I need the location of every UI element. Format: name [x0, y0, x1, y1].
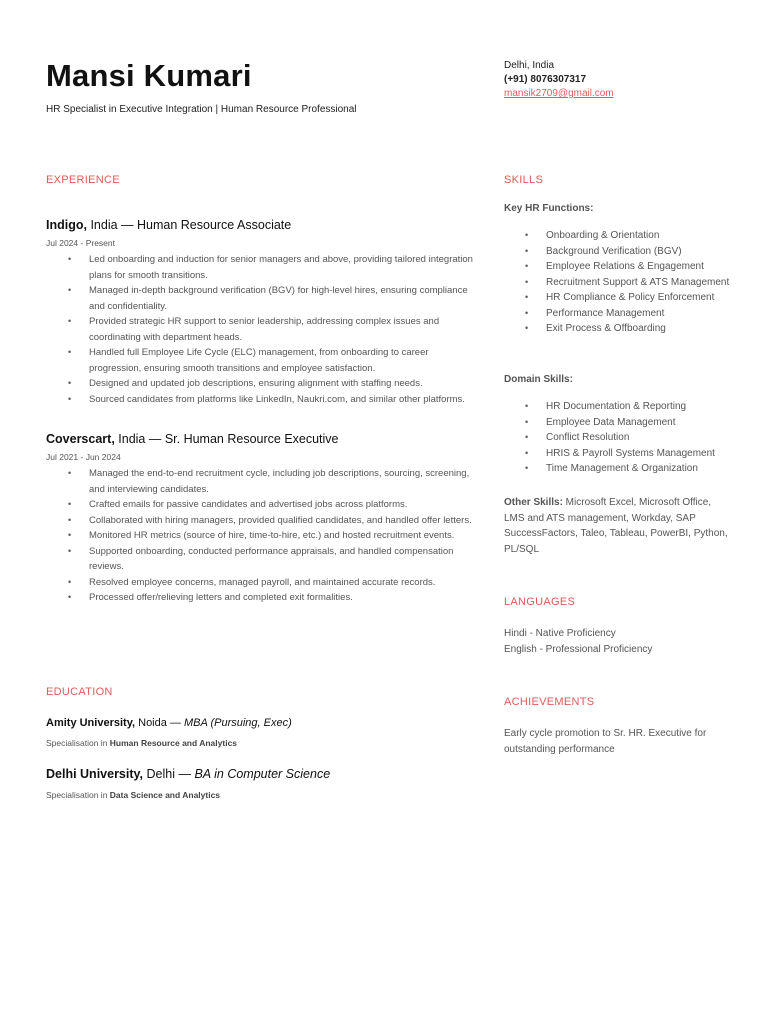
other-skills-label: Other Skills:	[504, 497, 563, 508]
list-item: • Recruitment Support & ATS Management	[504, 275, 734, 291]
list-item: • Employee Data Management	[504, 415, 734, 431]
domain-skills-label: Domain Skills:	[504, 374, 573, 385]
education-title	[46, 717, 476, 729]
list-item: • Crafted emails for passive candidates and advertised jobs across platforms.	[46, 497, 476, 513]
candidate-name: Mansi Kumari	[46, 58, 252, 93]
education-entry	[46, 717, 476, 748]
job-role: India — Human Resource Associate	[86, 218, 292, 232]
other-skills	[504, 495, 734, 557]
job-role: India — Sr. Human Resource Executive	[114, 432, 339, 446]
languages-heading: LANGUAGES	[504, 596, 576, 608]
list-item: • Managed the end-to-end recruitment cycle, including job descriptions, sourcing, screening, and interviewing candidates.	[46, 466, 476, 497]
domain-skills-list	[504, 399, 734, 477]
domain-skills	[504, 374, 734, 477]
list-item: • HR Compliance & Policy Enforcement	[504, 290, 734, 306]
list-item: • Monitored HR metrics (source of hire, time-to-hire, etc.) and hosted recruitment events.	[46, 528, 476, 544]
specialisation-prefix: Specialisation in	[46, 738, 110, 748]
list-item: • HRIS & Payroll Systems Management	[504, 446, 734, 462]
specialisation-value: Human Resource and Analytics	[109, 738, 238, 748]
education-entry	[46, 767, 476, 800]
education-degree: BA in Computer Science	[194, 767, 331, 781]
skills-heading: SKILLS	[504, 174, 544, 186]
job-entry	[46, 432, 476, 606]
list-item: • Designed and updated job descriptions, ensuring alignment with staffing needs.	[46, 376, 476, 392]
list-item: • Led onboarding and induction for senior managers and above, providing tailored integration plans for smooth transitions.	[46, 252, 476, 283]
contact-block	[504, 59, 614, 101]
job-title	[46, 432, 476, 446]
language-item: English - Professional Proficiency	[504, 643, 653, 655]
specialisation-value: Data Science and Analytics	[109, 790, 221, 800]
list-item: • Background Verification (BGV)	[504, 244, 734, 260]
education-degree: MBA (Pursuing, Exec)	[183, 717, 292, 729]
key-skills	[504, 203, 734, 337]
education-specialisation	[46, 738, 476, 748]
key-skills-label: Key HR Functions:	[504, 203, 594, 214]
education-org: Amity University,	[46, 717, 136, 729]
experience-heading: EXPERIENCE	[46, 174, 120, 186]
job-date: Jul 2024 - Present	[46, 238, 115, 248]
list-item: • Managed in-depth background verification (BGV) for high-level hires, ensuring compliance and confidentiality.	[46, 283, 476, 314]
candidate-tagline: HR Specialist in Executive Integration | Human Resource Professional	[46, 104, 357, 115]
other-skills-text: Microsoft Excel, Microsoft Office, LMS and ATS management, Workday, SAP SuccessFactors, Taleo, Tableau, PowerBI, Python, PL/SQL	[504, 497, 728, 555]
list-item: • Onboarding & Orientation	[504, 228, 734, 244]
job-bullets	[46, 466, 476, 606]
list-item: • Collaborated with hiring managers, provided qualified candidates, and handled offer letters.	[46, 513, 476, 529]
achievements-heading: ACHIEVEMENTS	[504, 696, 595, 708]
job-org: Coverscart,	[46, 432, 115, 446]
contact-email-link[interactable]: mansik2709@gmail.com	[504, 88, 614, 99]
contact-location: Delhi, India	[504, 60, 555, 71]
education-org: Delhi University,	[46, 767, 144, 781]
list-item: • Handled full Employee Life Cycle (ELC) management, from onboarding to career progression, ensuring smooth transitions and employee satisfaction.	[46, 345, 476, 376]
job-entry	[46, 218, 476, 407]
key-skills-list	[504, 228, 734, 337]
education-heading: EDUCATION	[46, 686, 113, 698]
job-title	[46, 218, 476, 232]
list-item: • Processed offer/relieving letters and completed exit formalities.	[46, 590, 476, 606]
contact-phone: (+91) 8076307317	[504, 74, 587, 85]
job-bullets	[46, 252, 476, 407]
education-title	[46, 767, 476, 781]
list-item: • Sourced candidates from platforms like LinkedIn, Naukri.com, and similar other platforms.	[46, 392, 476, 408]
list-item: • Performance Management	[504, 306, 734, 322]
education-specialisation	[46, 790, 476, 800]
languages-list	[504, 626, 734, 657]
language-item: Hindi - Native Proficiency	[504, 628, 616, 639]
list-item: • Exit Process & Offboarding	[504, 321, 734, 337]
list-item: • Supported onboarding, conducted performance appraisals, and handled compensation reviews.	[46, 544, 476, 575]
job-org: Indigo,	[46, 218, 87, 232]
list-item: • Time Management & Organization	[504, 461, 734, 477]
specialisation-prefix: Specialisation in	[46, 790, 110, 800]
list-item: • Provided strategic HR support to senior leadership, addressing complex issues and coordinating with department heads.	[46, 314, 476, 345]
education-place: Noida —	[135, 717, 184, 729]
job-date: Jul 2021 - Jun 2024	[46, 452, 121, 462]
list-item: • Employee Relations & Engagement	[504, 259, 734, 275]
education-place: Delhi —	[143, 767, 195, 781]
list-item: • Resolved employee concerns, managed payroll, and maintained accurate records.	[46, 575, 476, 591]
list-item: • HR Documentation & Reporting	[504, 399, 734, 415]
achievement-text: Early cycle promotion to Sr. HR. Executive for outstanding performance	[504, 728, 707, 755]
list-item: • Conflict Resolution	[504, 430, 734, 446]
